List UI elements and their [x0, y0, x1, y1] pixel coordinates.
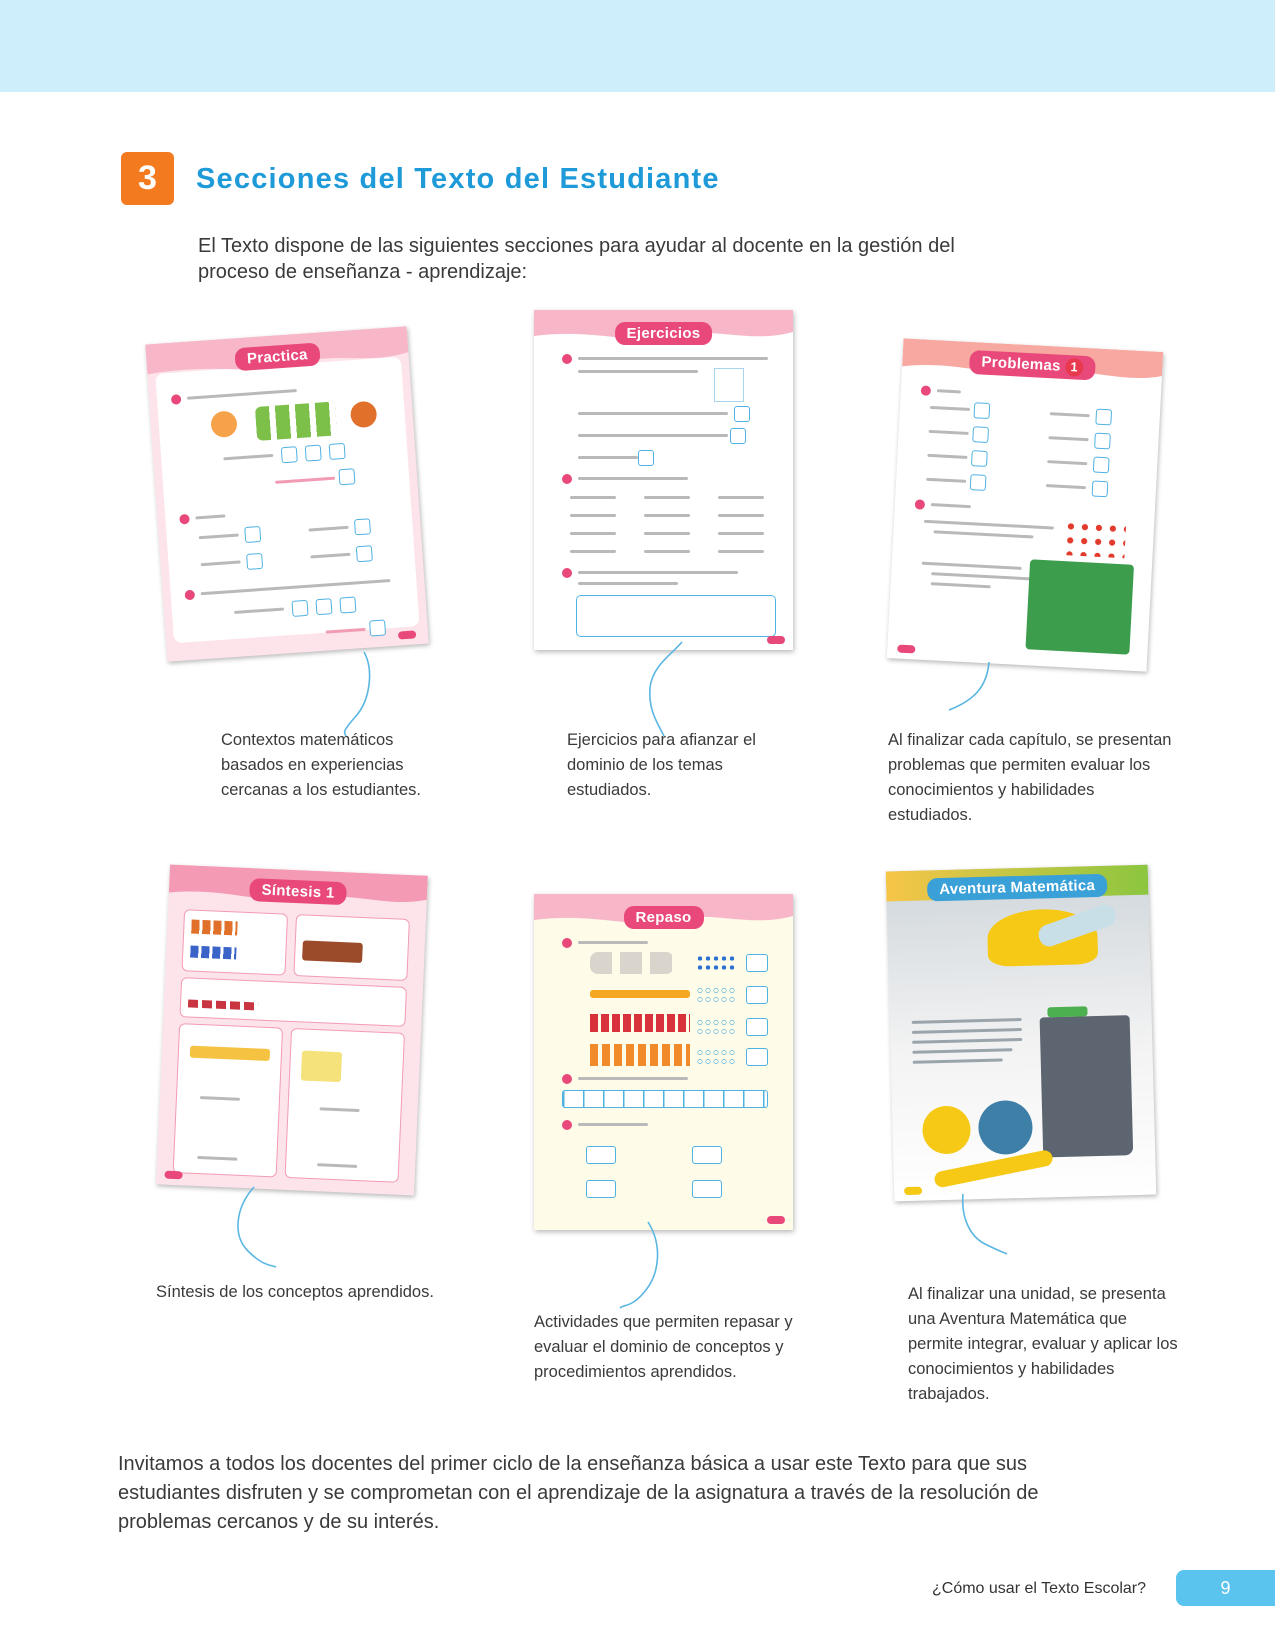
footer-title: ¿Cómo usar el Texto Escolar?	[932, 1580, 1147, 1597]
section-title: Secciones del Texto del Estudiante	[196, 163, 720, 195]
top-band	[0, 0, 1275, 92]
section-label-repaso: Repaso	[624, 906, 704, 929]
connector-repaso	[612, 1220, 672, 1310]
section-label-practica: Practica	[234, 342, 320, 371]
thumbnail-practica	[145, 326, 429, 662]
thumbnail-ejercicios	[534, 310, 793, 650]
section-label-sintesis: Síntesis 1	[249, 878, 347, 905]
section-label-ejercicios: Ejercicios	[615, 322, 713, 345]
connector-sintesis	[228, 1185, 278, 1270]
caption-problemas: Al finalizar cada capítulo, se presentan problemas que permiten evaluar los conocimientos y habilidades estudiados.	[888, 731, 1172, 824]
thumbnail-repaso	[534, 894, 793, 1230]
caption-aventura: Al finalizar una unidad, se presenta una Aventura Matemática que permite integrar, evaluar y aplicar los conocimientos y habilidades trabajados.	[908, 1285, 1178, 1403]
intro-paragraph: El Texto dispone de las siguientes secciones para ayudar al docente en la gestión del proceso de enseñanza - aprendizaje:	[198, 235, 955, 283]
section-label-problemas: Problemas 1	[969, 350, 1096, 381]
thumbnail-sintesis	[156, 865, 428, 1196]
connector-problemas	[945, 660, 1005, 730]
thumbnail-aventura	[886, 865, 1157, 1202]
section-label-aventura: Aventura Matemática	[927, 874, 1108, 902]
caption-ejercicios: Ejercicios para afianzar el dominio de los temas estudiados.	[567, 731, 756, 799]
connector-ejercicios	[638, 640, 698, 740]
caption-repaso: Actividades que permiten repasar y evaluar el dominio de conceptos y procedimientos aprendidos.	[534, 1313, 793, 1381]
closing-paragraph: Invitamos a todos los docentes del primer ciclo de la enseñanza básica a usar este Texto para que sus estudiantes disfruten y se comprometan con el aprendizaje de la asignatura a través de la resolución de problemas cercanos y de su interés.	[118, 1453, 1039, 1533]
section-number-badge: 3	[121, 152, 174, 205]
connector-practica	[330, 650, 390, 740]
caption-sintesis: Síntesis de los conceptos aprendidos.	[156, 1283, 434, 1301]
connector-aventura	[955, 1192, 1015, 1262]
caption-practica: Contextos matemáticos basados en experiencias cercanas a los estudiantes.	[221, 731, 421, 799]
page-number: 9	[1176, 1570, 1275, 1606]
thumbnail-problemas	[887, 338, 1163, 671]
